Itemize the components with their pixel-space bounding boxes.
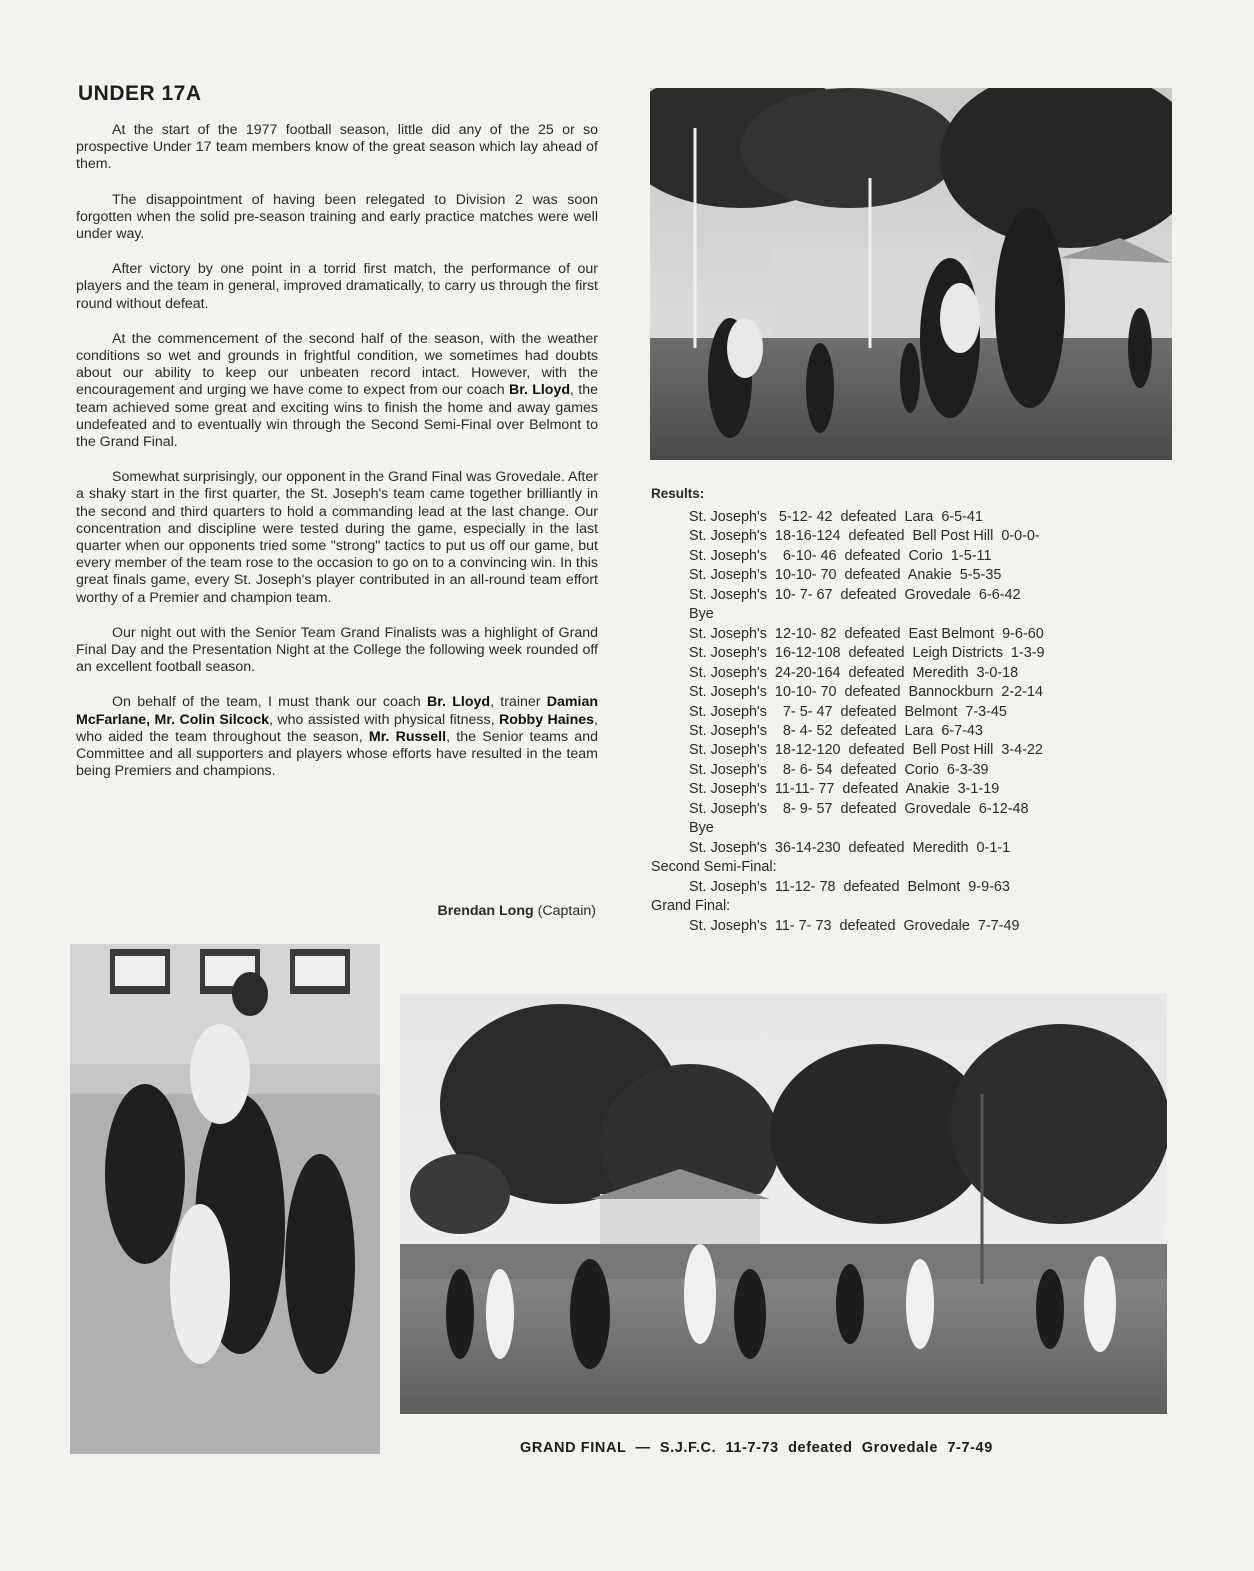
semi-final-row: St. Joseph's 11-12- 78 defeated Belmont 9-9-63 — [689, 878, 1010, 895]
result-row: St. Joseph's 12-10- 82 defeated East Belmont 9-6-60 — [689, 625, 1044, 642]
result-row: St. Joseph's 10- 7- 67 defeated Grovedale 6-6-42 — [689, 586, 1021, 603]
result-row: St. Joseph's 7- 5- 47 defeated Belmont 7-3-45 — [689, 703, 1007, 720]
author-name: Brendan Long — [437, 903, 534, 919]
text-run: , trainer — [490, 694, 547, 711]
grand-final-row: St. Joseph's 11- 7- 73 defeated Grovedale 7-7-49 — [689, 917, 1020, 934]
result-row: St. Joseph's 16-12-108 defeated Leigh Districts 1-3-9 — [689, 645, 1045, 662]
text-run: , the Senior teams and Committee and all supporters and players whose efforts have resulted in the team being Premiers and champions. — [76, 728, 598, 780]
author-signature — [330, 903, 596, 919]
article-paragraph — [76, 331, 598, 451]
article-body — [76, 122, 598, 799]
article-paragraph: After victory by one point in a torrid first match, the performance of our players and the team in general, improved dramatically, to carry us through the first round without defeat. — [76, 261, 598, 312]
text-run: , who assisted with physical fitness, — [269, 711, 499, 728]
result-row: St. Joseph's 6-10- 46 defeated Corio 1-5-11 — [689, 547, 992, 564]
photo-image — [400, 994, 1167, 1414]
results-heading: Results: — [651, 486, 705, 501]
text-run: On behalf of the team, I must thank our coach — [112, 694, 428, 711]
result-row: St. Joseph's 8- 4- 52 defeated Lara 6-7-43 — [689, 722, 983, 739]
page-title: UNDER 17A — [78, 82, 202, 105]
trainer-names: Damian McFarlane, Mr. Colin Silcock — [76, 694, 598, 728]
photo-image — [650, 88, 1172, 460]
photo-grand-final — [400, 994, 1167, 1414]
result-row: St. Joseph's 18-16-124 defeated Bell Post Hill 0-0-0- — [689, 528, 1040, 545]
result-bye: Bye — [689, 820, 714, 837]
result-row: St. Joseph's 36-14-230 defeated Meredith 0-1-1 — [689, 839, 1011, 856]
result-row: St. Joseph's 10-10- 70 defeated Bannockburn 2-2-14 — [689, 684, 1043, 701]
author-role: (Captain) — [537, 903, 596, 919]
photo-high-mark — [70, 944, 380, 1454]
photo-image — [70, 944, 380, 1454]
result-row: St. Joseph's 8- 6- 54 defeated Corio 6-3-39 — [689, 761, 989, 778]
results-list — [651, 508, 1171, 936]
article-paragraph: At the start of the 1977 football season, little did any of the 25 or so prospective Under 17 team members know of the great season which lay ahead of them. — [76, 122, 598, 173]
coach-name: Br. Lloyd — [427, 694, 491, 711]
text-run: , who aided the team throughout the season, — [76, 711, 598, 745]
coach-name: Br. Lloyd — [508, 382, 571, 399]
result-row: St. Joseph's 24-20-164 defeated Meredith 3-0-18 — [689, 664, 1019, 681]
article-paragraph: The disappointment of having been relegated to Division 2 was soon forgotten when the solid pre-season training and early practice matches were well under way. — [76, 191, 598, 243]
result-row: St. Joseph's 8- 9- 57 defeated Grovedale 6-12-48 — [689, 800, 1029, 817]
semi-final-label: Second Semi-Final: — [651, 859, 777, 876]
result-row: St. Joseph's 18-12-120 defeated Bell Post Hill 3-4-22 — [689, 742, 1043, 759]
photo-caption: GRAND FINAL — S.J.F.C. 11-7-73 defeated Grovedale 7-7-49 — [520, 1440, 993, 1456]
article-paragraph: Somewhat surprisingly, our opponent in the Grand Final was Grovedale. After a shaky start in the first quarter, the St. Joseph's team came together brilliantly in the second and third quarters to hold a commanding lead at the last change. Our concentration and discipline were tested during the game, especially in the last quarter when our opponents tried some "strong" tactics to put us off our game, but every member of the team rose to the occasion to go on to a convincing win. In this great finals game, every St. Joseph's player contributed in an all-round team effort worthy of a Premier and champion team. — [76, 469, 598, 606]
result-row: St. Joseph's 10-10- 70 defeated Anakie 5-5-35 — [689, 567, 1002, 584]
result-row: St. Joseph's 11-11- 77 defeated Anakie 3-1-19 — [689, 781, 1000, 798]
grand-final-label: Grand Final: — [651, 898, 731, 915]
result-bye: Bye — [689, 606, 714, 623]
photo-marking-contest — [650, 88, 1172, 460]
article-paragraph — [76, 694, 598, 780]
helper-name: Mr. Russell — [368, 728, 447, 745]
helper-name: Robby Haines — [498, 711, 595, 728]
article-paragraph: Our night out with the Senior Team Grand Finalists was a highlight of Grand Final Day and the Presentation Night at the College the following week rounded off an excellent football season. — [76, 624, 598, 676]
text-run: , the team achieved some great and exciting wins to finish the home and away games undefeated and to eventually win through the Second Semi-Final over Belmont to the Grand Final. — [76, 382, 598, 451]
text-run: At the commencement of the second half of the season, with the weather conditions so wet and grounds in frightful condition, we sometimes had doubts about our ability to keep our unbeaten record intact. However, with the encouragement and urging we have come to expect from our coach — [76, 330, 598, 399]
result-row: St. Joseph's 5-12- 42 defeated Lara 6-5-41 — [689, 509, 983, 525]
